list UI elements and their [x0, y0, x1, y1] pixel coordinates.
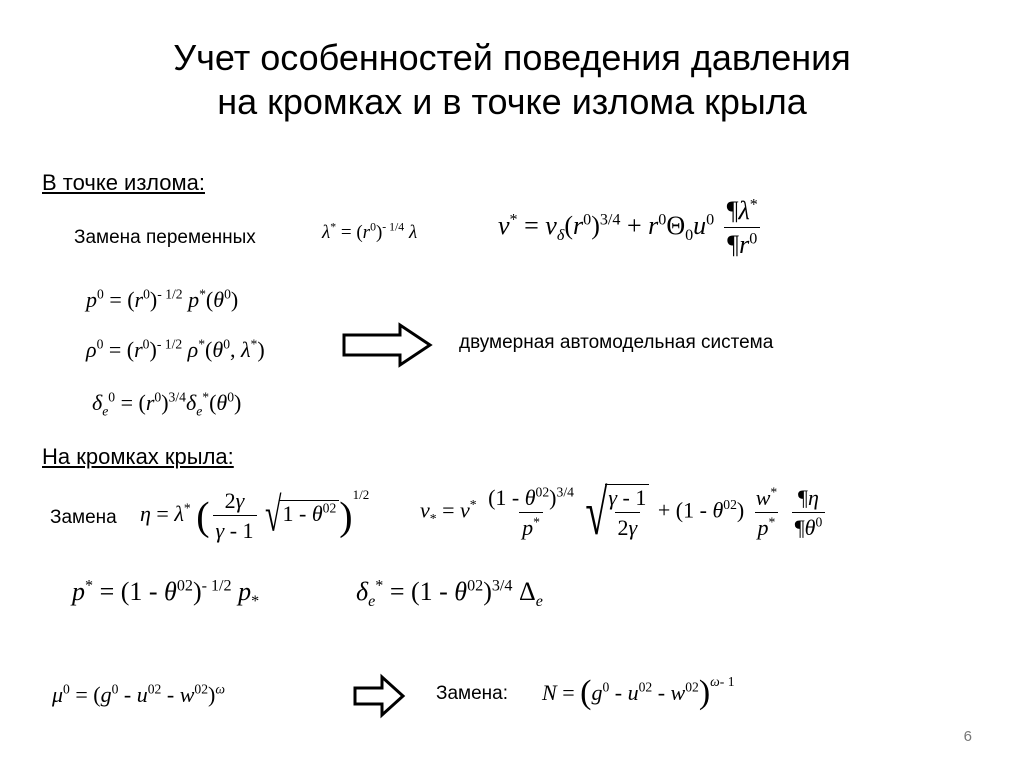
implies-arrow-icon: [340, 322, 434, 368]
formula-rho0: $\rho^0 = (r^0)^{- 1/2}$ $\rho^*(\theta^0$, λ*): [86, 336, 265, 362]
formula-mu0: $\mu^0 = (g^0 - u^{02} - w^{02})^\omega$: [52, 681, 225, 707]
section-heading-wing-edges: На кромках крыла:: [42, 444, 234, 469]
formula-v-sub-star: $v_* = v^*$ $\frac{(1 - \theta^{02})^{3/4}}{p^*}$ √ $\frac{\gamma - 1}{2\gamma}$ + $(1 - \theta^{02})$ $\frac{w^*}{p^*}$ $\frac{\P\eta}{\P\theta^0}$: [420, 484, 828, 541]
formula-lambda-star: $\lambda^* = (r^0)^{- 1/4}$ λ: [322, 220, 418, 243]
formula-v-star: $v^* = v_\delta(r^0)^{3/4} + r^0\Theta_0u^0$ $\frac{\P\lambda^*}{\P r^0}$: [498, 196, 764, 260]
substitution-label-bottom: Замена:: [436, 683, 509, 704]
slide-title-line2: на кромках и в точке излома крыла: [217, 81, 807, 122]
formula-p-star: $p^* = (1 - \theta^{02})^{- 1/2}$ $p_*$: [72, 577, 260, 611]
slide-title: [0, 36, 1024, 124]
formula-p0: $p^0 = (r^0)^{- 1/2}$ $p^*(\theta^0)$: [86, 286, 239, 312]
implies-arrow-icon-2: [352, 673, 406, 719]
self-similar-system-label: двумерная автомодельная система: [459, 332, 774, 353]
slide-title-line1: Учет особенностей поведения давления: [173, 37, 851, 78]
formula-N: $N = (g^0 - u^{02} - w^{02})^{\omega- 1}$: [542, 674, 735, 711]
substitution-label: Замена: [50, 507, 117, 528]
formula-delta-e-star: $\delta_e^* = (1 - \theta^{02})^{3/4}$ $\Delta_e$: [356, 577, 543, 611]
page-number: 6: [963, 728, 972, 745]
formula-eta: η = λ* ( $\frac{2\gamma}{\gamma - 1}$ $√1 - \theta^{02})^{1/2}$: [140, 487, 370, 543]
variable-substitution-label: Замена переменных: [74, 227, 256, 248]
section-heading-kink-point: В точке излома:: [42, 170, 205, 195]
formula-delta-e0: $\delta_e^0 = (r^0)^{3/4}\delta_e^*(\theta^0)$: [92, 389, 242, 419]
